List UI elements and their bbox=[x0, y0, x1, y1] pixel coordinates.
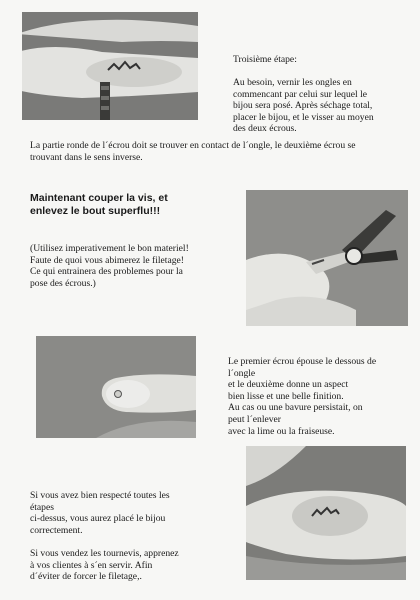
cut-warning: (Utilisez imperativement le bon materiel! Faute de quoi vous abimerez le filetage! Ce qui entrainera des problemes pour la pose des écrous.) bbox=[30, 243, 189, 289]
cut-screw-heading: Maintenant couper la vis, et enlevez le bout superflu!!! bbox=[30, 192, 168, 217]
step3-body: Au besoin, vernir les ongles en commencant par celui sur lequel le bijou sera posé. Après séchage total, placer le bijou, et le visser au moyen des deux écrous. bbox=[233, 77, 374, 135]
placement-confirmation: Si vous avez bien respecté toutes les étapes ci-dessus, vous aurez placé le bijou correctement. bbox=[30, 490, 170, 536]
photo-nail-underside bbox=[36, 336, 196, 438]
step3-title: Troisième étape: bbox=[233, 54, 297, 65]
nut-contact-note: La partie ronde de l´écrou doit se trouver en contact de l´ongle, le deuxième écrou se trouvant dans le sens inverse. bbox=[30, 140, 356, 163]
photo-finished-nail bbox=[246, 446, 406, 580]
photo-screwdriver-on-nail bbox=[22, 12, 198, 120]
screwdriver-advice: Si vous vendez les tournevis, apprenez à vos clientes à s´en servir. Afin d´éviter de forcer le filetage,. bbox=[30, 548, 179, 583]
first-nut-text: Le premier écrou épouse le dessous de l´ongle et le deuxième donne un aspect bien lisse et une belle finition. Au cas ou une bavure persistait, on peut l´enlever avec la lime ou la fraiseuse. bbox=[228, 356, 377, 437]
photo-cutting-screw bbox=[246, 190, 408, 326]
